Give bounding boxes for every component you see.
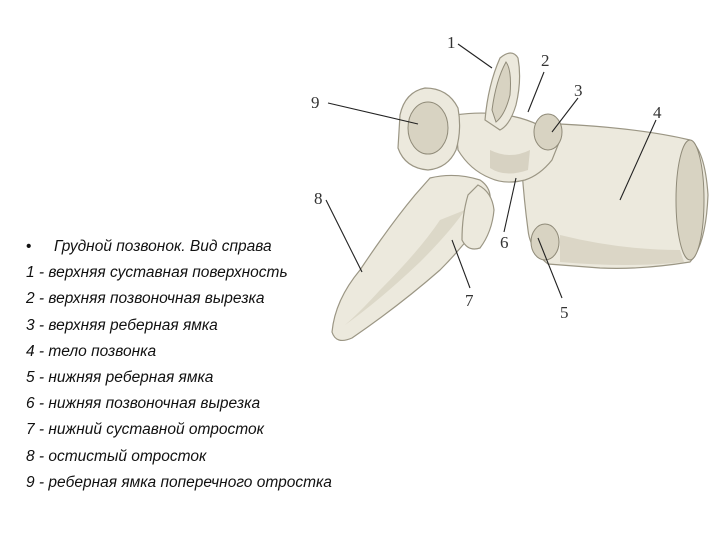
legend-item: 2 - верхняя позвоночная вырезка <box>26 290 265 308</box>
legend-item: 8 - остистый отросток <box>26 447 207 465</box>
legend-title-text: Грудной позвонок. Вид справа <box>54 238 272 255</box>
legend-item: 6 - нижняя позвоночная вырезка <box>26 395 261 413</box>
legend-item: 7 - нижний суставной отросток <box>26 421 264 439</box>
legend-item: 5 - нижняя реберная ямка <box>26 369 214 387</box>
bullet: • <box>26 238 32 255</box>
callout-1: 1 <box>447 33 456 52</box>
transverse-process <box>398 88 460 170</box>
callout-3: 3 <box>574 81 583 100</box>
leader-line-1 <box>458 44 492 68</box>
legend-title <box>26 234 426 260</box>
legend-item: 4 - тело позвонка <box>26 342 157 360</box>
callout-7: 7 <box>465 291 474 310</box>
callout-5: 5 <box>560 303 569 322</box>
legend-item: 9 - реберная ямка поперечного отростка <box>26 473 332 491</box>
callout-8: 8 <box>314 189 323 208</box>
legend-item: 3 - верхняя реберная ямка <box>26 316 218 334</box>
legend <box>26 234 426 496</box>
callout-2: 2 <box>541 51 550 70</box>
leader-line-2 <box>528 72 544 112</box>
callout-9: 9 <box>311 93 320 112</box>
legend-item: 1 - верхняя суставная поверхность <box>26 264 288 282</box>
superior-costal-facet <box>534 114 562 150</box>
leader-line-6 <box>504 178 516 232</box>
callout-6: 6 <box>500 233 509 252</box>
callout-4: 4 <box>653 103 662 122</box>
